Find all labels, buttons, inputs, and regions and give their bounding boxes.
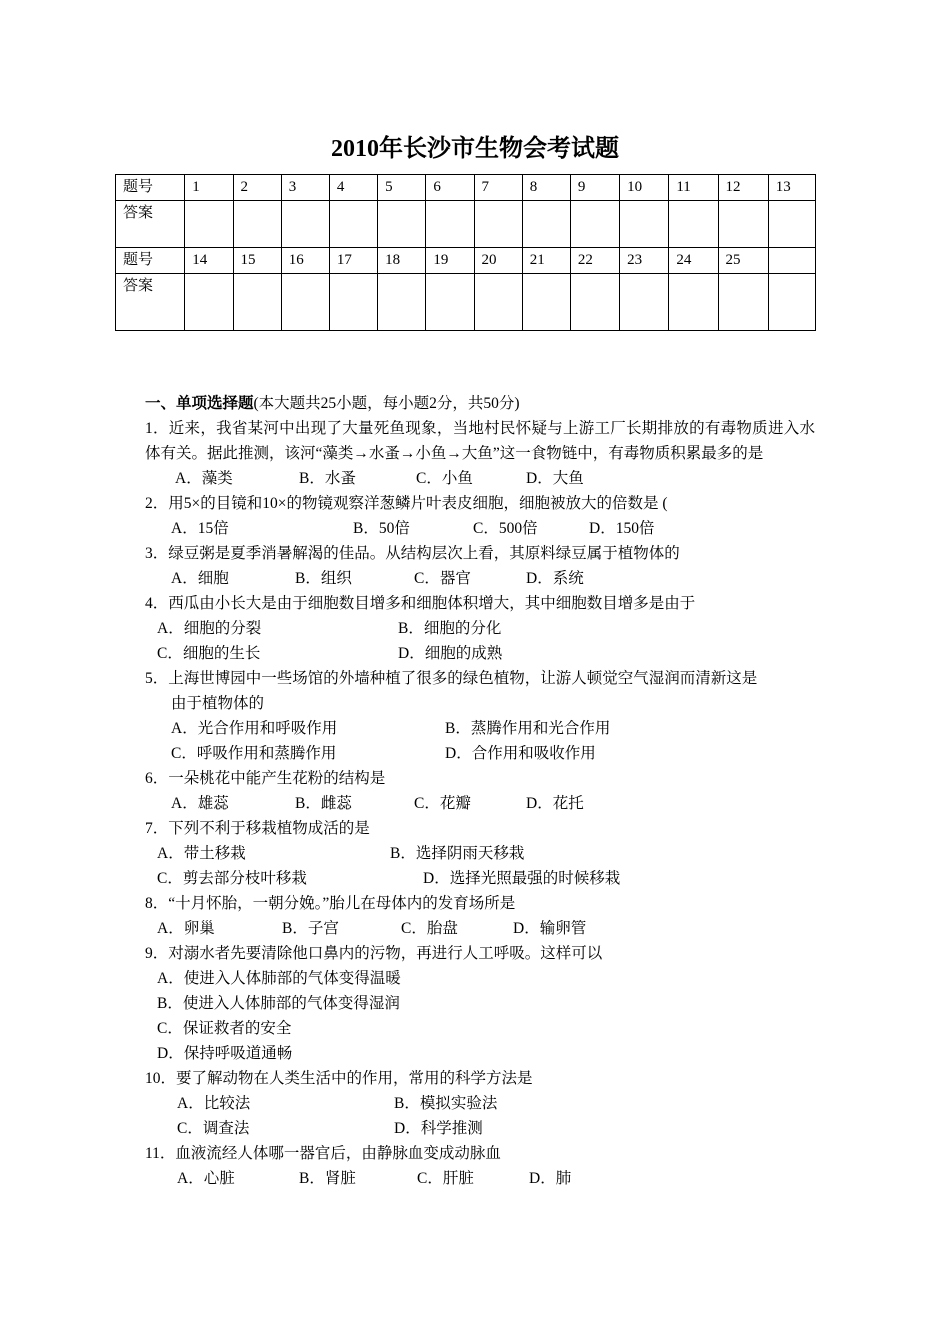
answer-label: 答案 — [116, 274, 185, 331]
answer-cell[interactable] — [768, 274, 815, 331]
option: C．胎盘 — [401, 920, 458, 937]
question-number: 21 — [522, 248, 570, 274]
option: B．雌蕊 — [295, 795, 352, 812]
option: D．细胞的成熟 — [398, 645, 503, 662]
question-number: 13 — [768, 175, 815, 201]
option: A．使进入人体肺部的气体变得温暖 — [157, 970, 401, 987]
answer-cell[interactable] — [570, 274, 619, 331]
question-stem: 10．要了解动物在人类生活中的作用，常用的科学方法是 — [145, 1070, 533, 1087]
option: B．蒸腾作用和光合作用 — [445, 720, 611, 737]
option-row — [145, 1091, 815, 1116]
question-number: 24 — [669, 248, 718, 274]
option: B．使进入人体肺部的气体变得湿润 — [157, 995, 400, 1012]
option: C．500倍 — [473, 520, 538, 537]
section-note: (本大题共25小题，每小题2分，共50分) — [253, 395, 520, 412]
answer-cell[interactable] — [426, 201, 474, 248]
option: A．比较法 — [177, 1095, 251, 1112]
answer-cell[interactable] — [474, 274, 522, 331]
question-number: 25 — [718, 248, 768, 274]
option: C．保证救者的安全 — [157, 1020, 292, 1037]
question-stem: 4．西瓜由小长大是由于细胞数目增多和细胞体积增大，其中细胞数目增多是由于 — [145, 595, 696, 612]
answer-cell[interactable] — [233, 274, 281, 331]
option-row — [145, 791, 815, 816]
option: A．15倍 — [171, 520, 229, 537]
question-number: 14 — [185, 248, 233, 274]
answer-cell[interactable] — [426, 274, 474, 331]
answer-cell[interactable] — [378, 201, 426, 248]
option-row — [145, 916, 815, 941]
question-number: 22 — [570, 248, 619, 274]
question-number: 18 — [378, 248, 426, 274]
option: A．细胞的分裂 — [157, 620, 262, 637]
option: A．光合作用和呼吸作用 — [171, 720, 338, 737]
option-row — [145, 616, 815, 641]
question-number: 20 — [474, 248, 522, 274]
answer-cell[interactable] — [669, 274, 718, 331]
question-number: 6 — [426, 175, 474, 201]
option: D．150倍 — [589, 520, 655, 537]
number-label: 题号 — [116, 248, 185, 274]
option: C．调查法 — [177, 1120, 250, 1137]
question-number: 9 — [570, 175, 619, 201]
option: C．剪去部分枝叶移栽 — [157, 870, 307, 887]
question-number: 16 — [281, 248, 329, 274]
answer-row — [116, 201, 816, 248]
option: D．输卵管 — [513, 920, 587, 937]
option: C．肝脏 — [417, 1170, 474, 1187]
option: B．细胞的分化 — [398, 620, 502, 637]
question-number: 10 — [620, 175, 669, 201]
question-stem: 3．绿豆粥是夏季消暑解渴的佳品。从结构层次上看，其原料绿豆属于植物体的 — [145, 545, 680, 562]
answer-cell[interactable] — [281, 201, 329, 248]
answer-label: 答案 — [116, 201, 185, 248]
answer-cell[interactable] — [185, 201, 233, 248]
question-section — [145, 391, 815, 1191]
option-row — [145, 841, 815, 866]
section-heading: 一、单项选择题 — [145, 395, 254, 412]
option: A．带土移栽 — [157, 845, 246, 862]
question-number: 17 — [329, 248, 377, 274]
question-stem: 7．下列不利于移栽植物成活的是 — [145, 820, 370, 837]
option-row — [145, 516, 815, 541]
answer-cell[interactable] — [474, 201, 522, 248]
answer-cell[interactable] — [185, 274, 233, 331]
option: B．子宫 — [282, 920, 339, 937]
option-row — [145, 966, 815, 991]
option: A．细胞 — [171, 570, 229, 587]
answer-cell[interactable] — [522, 274, 570, 331]
option: A．心脏 — [177, 1170, 235, 1187]
option-row — [145, 866, 815, 891]
option: D．肺 — [529, 1170, 572, 1187]
option: B．50倍 — [353, 520, 410, 537]
option-row — [145, 466, 815, 491]
option-row — [145, 1016, 815, 1041]
question-number: 4 — [329, 175, 377, 201]
option: C．呼吸作用和蒸腾作用 — [171, 745, 337, 762]
question-number: 11 — [669, 175, 718, 201]
question-number: 12 — [718, 175, 768, 201]
number-label: 题号 — [116, 175, 185, 201]
option-row — [145, 716, 815, 741]
question-stem: 6．一朵桃花中能产生花粉的结构是 — [145, 770, 386, 787]
option: D．保持呼吸道通畅 — [157, 1045, 293, 1062]
option: D．大鱼 — [526, 470, 584, 487]
option: B．组织 — [295, 570, 352, 587]
question-number: 2 — [233, 175, 281, 201]
question-number: 19 — [426, 248, 474, 274]
question-stem-continued: 由于植物体的 — [171, 695, 265, 712]
answer-row — [116, 274, 816, 331]
answer-cell[interactable] — [620, 274, 669, 331]
number-row — [116, 248, 816, 274]
answer-cell[interactable] — [329, 201, 377, 248]
option-row — [145, 741, 815, 766]
option: C．小鱼 — [416, 470, 473, 487]
option: D．合作用和吸收作用 — [445, 745, 596, 762]
question-stem: 1．近来，我省某河中出现了大量死鱼现象，当地村民怀疑与上游工厂长期排放的有毒物质进入水体有关。据此推测，该河“藻类→水蚤→小鱼→大鱼”这一食物链中，有毒物质积累最多的是 — [145, 420, 815, 462]
option: C．花瓣 — [414, 795, 471, 812]
option: C．细胞的生长 — [157, 645, 261, 662]
question-stem: 11．血液流经人体哪一器官后，由静脉血变成动脉血 — [145, 1145, 501, 1162]
question-stem: 2．用5×的目镜和10×的物镜观察洋葱鳞片叶表皮细胞，细胞被放大的倍数是 ( — [145, 495, 668, 512]
option-row — [145, 641, 815, 666]
option: D．系统 — [526, 570, 584, 587]
question-number: 5 — [378, 175, 426, 201]
option-row — [145, 991, 815, 1016]
option: D．选择光照最强的时候移栽 — [423, 870, 621, 887]
option: D．花托 — [526, 795, 584, 812]
answer-cell[interactable] — [378, 274, 426, 331]
option-row — [145, 1041, 815, 1066]
section-header — [145, 391, 815, 416]
question-stem: 8．“十月怀胎，一朝分娩。”胎儿在母体内的发育场所是 — [145, 895, 516, 912]
option: B．选择阴雨天移栽 — [390, 845, 525, 862]
option: A．藻类 — [175, 470, 233, 487]
question-number — [768, 248, 815, 274]
option: A．雄蕊 — [171, 795, 229, 812]
question-number: 3 — [281, 175, 329, 201]
option: A．卵巢 — [157, 920, 215, 937]
answer-cell[interactable] — [718, 201, 768, 248]
option: B．水蚤 — [299, 470, 356, 487]
option-row — [145, 566, 815, 591]
answer-cell[interactable] — [768, 201, 815, 248]
answer-table — [115, 174, 816, 331]
question-number: 23 — [620, 248, 669, 274]
question-number: 7 — [474, 175, 522, 201]
option: B．肾脏 — [299, 1170, 356, 1187]
option: C．器官 — [414, 570, 471, 587]
answer-cell[interactable] — [329, 274, 377, 331]
question-stem: 9．对溺水者先要清除他口鼻内的污物，再进行人工呼吸。这样可以 — [145, 945, 603, 962]
page-title: 2010年长沙市生物会考试题 — [331, 136, 619, 162]
answer-cell[interactable] — [620, 201, 669, 248]
question-number: 1 — [185, 175, 233, 201]
answer-cell[interactable] — [718, 274, 768, 331]
question-stem: 5．上海世博园中一些场馆的外墙种植了很多的绿色植物，让游人顿觉空气湿润而清新这是 — [145, 670, 758, 687]
option-row — [145, 1116, 815, 1141]
number-row — [116, 175, 816, 201]
answer-cell[interactable] — [522, 201, 570, 248]
answer-cell[interactable] — [281, 274, 329, 331]
answer-cell[interactable] — [669, 201, 718, 248]
option-row — [145, 1166, 815, 1191]
option: D．科学推测 — [394, 1120, 483, 1137]
answer-cell[interactable] — [570, 201, 619, 248]
option: B．模拟实验法 — [394, 1095, 498, 1112]
question-number: 8 — [522, 175, 570, 201]
answer-cell[interactable] — [233, 201, 281, 248]
question-number: 15 — [233, 248, 281, 274]
